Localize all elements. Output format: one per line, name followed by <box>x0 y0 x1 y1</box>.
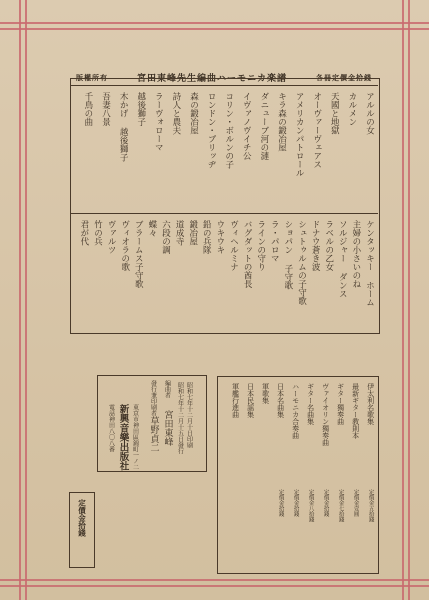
editor-name: 宮田東峰 <box>162 410 173 446</box>
song-title: 千鳥の曲 <box>82 92 93 126</box>
border-line-bottom-2 <box>0 585 429 587</box>
advert-item: ギター名曲集 <box>306 383 315 425</box>
song-title: 主婦の小さいのね <box>350 220 361 288</box>
advert-price: 定價金拾錢 <box>292 489 299 517</box>
advert-item: 日本民謡集 <box>246 383 255 418</box>
price-label: 定價金拾錢 <box>77 499 87 537</box>
song-title: 鉛の兵隊 <box>201 220 212 254</box>
advert-price: 定價金七拾錢 <box>337 489 344 522</box>
song-title: 蝶々 <box>146 220 157 237</box>
publisher-label: 發行兼印刷者 <box>149 380 157 416</box>
catalog-title: 宮田東峰先生編曲ハーモニカ楽譜 <box>136 74 287 84</box>
song-title: オーヴァーヴェアス <box>311 92 322 169</box>
advert-price: 定價金八拾錢 <box>307 489 314 522</box>
issue-date: 昭和七年十二月十五日發行 <box>176 382 184 454</box>
song-title: コリン・ボルンの子 <box>223 92 234 169</box>
song-title: 越後獅子 <box>135 92 146 126</box>
song-title: ラインの守り <box>255 220 266 271</box>
editor-label: 編曲者 <box>163 380 171 398</box>
border-line-left-2 <box>25 0 27 600</box>
song-title: ロンドン・ブリッヂ <box>206 92 217 169</box>
publication-info-box <box>97 375 207 472</box>
song-title: ウキウキ <box>214 220 225 254</box>
song-title: 詩人と農夫 <box>170 92 181 135</box>
publisher-address: 東京市神田區錦町一ノ二 <box>131 404 139 470</box>
song-title: カルメン <box>346 92 357 126</box>
song-title: ラーヴォローマ <box>153 92 164 152</box>
song-title: ショパン 子守歌 <box>282 220 293 290</box>
song-title: ヴァルツ <box>106 220 117 254</box>
song-title: ドナウ蒼き波 <box>310 220 321 271</box>
advert-item: ハーモニカ合奏曲 <box>291 383 300 439</box>
song-title: シュトゥルムの子守歌 <box>296 220 307 305</box>
song-title: 天國と地獄 <box>329 92 340 135</box>
advert-item: 最新ギター教則本 <box>351 383 360 439</box>
advert-item: ギター獨奏曲 <box>336 383 345 425</box>
advert-box <box>217 376 379 574</box>
song-title: ブラームス子守歌 <box>133 220 144 288</box>
song-title: イヴァノヴイチ公 <box>241 92 252 160</box>
song-title: ヴィヘルミナ <box>228 220 239 271</box>
print-date: 昭和七年十二月十日印刷 <box>185 382 193 448</box>
song-title: 木かげ 越後獅子 <box>118 92 129 162</box>
song-title: 吾妻八景 <box>100 92 111 126</box>
advert-item: 軍艦行進曲 <box>231 383 240 418</box>
advert-price: 定價金五拾錢 <box>367 489 374 522</box>
publisher-company: 新興音樂出版社 <box>117 404 129 471</box>
advert-item: ヴァイオリン獨奏曲 <box>321 383 330 446</box>
song-title: 森の鍛冶屋 <box>188 92 199 135</box>
border-line-right-1 <box>402 0 404 600</box>
song-title: ラベルの乙女 <box>323 220 334 271</box>
catalog-label: 版權所有 <box>76 72 108 82</box>
advert-price: 定價金壹圓 <box>352 489 359 517</box>
catalog-divider <box>70 213 378 214</box>
advert-price: 定價金拾錢 <box>277 489 284 517</box>
advert-price: 定價金拾錢 <box>322 489 329 517</box>
publisher-phone: 電話神田八〇八番 <box>107 404 115 452</box>
advert-item: 日本名曲集 <box>276 383 285 418</box>
song-title: キラ森の鍛冶屋 <box>276 92 287 152</box>
publisher-name: 草野貞二 <box>148 416 159 452</box>
price-box <box>69 492 95 568</box>
song-title: アメリカンパトロール <box>294 92 305 177</box>
advert-item: 軍歌集 <box>261 383 270 404</box>
advert-item: 伊太利名歌集 <box>366 383 375 425</box>
song-title: 竹の兵 <box>92 220 103 246</box>
song-title: ラ・パロマ <box>269 220 280 263</box>
song-title: 鍛冶屋 <box>187 220 198 246</box>
song-title: バグダットの酋長 <box>242 220 253 288</box>
border-line-right-2 <box>408 0 410 600</box>
song-title: アルルの女 <box>364 92 375 135</box>
song-title: 道成寺 <box>174 220 185 246</box>
song-title: ヴィオラの歌 <box>119 220 130 271</box>
song-title: ダニューブ河の漣 <box>258 92 269 160</box>
song-title: 六段の調 <box>160 220 171 254</box>
border-line-bottom-1 <box>0 579 429 581</box>
border-line-top-2 <box>0 28 429 30</box>
border-line-top-1 <box>0 22 429 24</box>
border-line-left-1 <box>19 0 21 600</box>
catalog-price-note: 各冊定價金拾錢 <box>316 72 372 82</box>
song-title: 君が代 <box>78 220 89 246</box>
song-title: ケンタッキー ホーム <box>364 220 375 307</box>
song-title: ソルジャー ダンス <box>337 220 348 298</box>
